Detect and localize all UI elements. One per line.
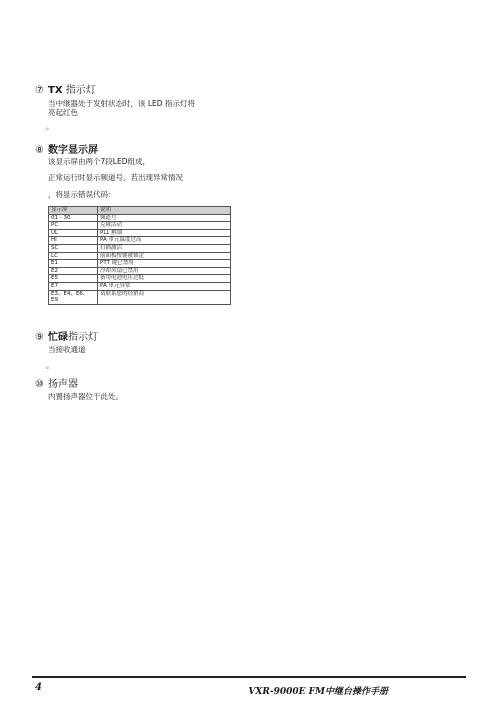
section-title-bold: 忙碌 [48,332,68,343]
section-number: ⑨ [35,332,44,343]
body-text-line: 该显示屏由两个7段LED组成， [48,157,150,166]
code-cell: E3、E4、E6、E9 [49,290,98,304]
table-row [49,260,231,268]
table-row [49,252,231,260]
table-row [49,237,231,245]
description-cell: 备用电池电压过低 [98,275,231,283]
body-text-line: 当中继器处于发射状态时，该 LED 指示灯将 [48,99,195,108]
description-cell: PTT 键已禁用 [98,260,231,268]
table-row [49,214,231,222]
code-cell: E5 [49,275,98,283]
section-title-bold: 数字显示屏 [48,145,98,156]
code-cell: PC [49,222,98,230]
body-text-line: ，将显示错误代码： [48,190,116,199]
code-cell: 01 - 30 [49,214,98,222]
table-row [49,229,231,237]
code-cell: HI [49,237,98,245]
description-cell: PLL 解锁 [98,229,231,237]
description-cell: 前面板按键被锁定 [98,252,231,260]
body-text-line: 。 [46,122,54,131]
column-header-description: 说明 [98,207,231,215]
footer-rule [32,676,466,678]
description-cell: 克隆活动 [98,222,231,230]
section-title: 扬声器 [48,379,78,390]
section-title: 指示灯 [68,332,98,343]
code-cell: E7 [49,282,98,290]
table-row [49,222,231,230]
description-cell: 扫描激活 [98,244,231,252]
table-row [49,290,231,304]
section-heading-busy-indicator [35,331,98,344]
page-number: 4 [35,682,42,693]
description-cell: 请联系您的经销商 [98,290,231,304]
body-text-line: 正常运行时显示频道号。若出现异常情况 [48,173,183,182]
description-cell: 冷却风扇已禁用 [98,267,231,275]
table-row [49,267,231,275]
section-title: 指示灯 [62,85,96,96]
table-header-row [49,207,231,215]
body-text-line: 亮起红色 [48,108,78,117]
code-cell: E2 [49,267,98,275]
section-number: ⑧ [35,145,44,156]
section-heading-speaker [35,378,78,391]
error-code-table [48,206,231,305]
body-text-line: 。 [46,361,54,370]
section-heading-digital-display [35,144,98,157]
table-row [49,282,231,290]
section-number: ⑩ [35,379,44,390]
body-text-line: 内置扬声器位于此处。 [48,392,123,401]
section-number: ⑦ [35,85,44,96]
manual-title: VXR-9000E FM中继台操作手册 [248,687,388,697]
description-cell: PA 单元异常 [98,282,231,290]
body-text-line: 当接收通道 [48,345,86,354]
description-cell: 频道号 [98,214,231,222]
description-cell: PA 单元温度过高 [98,237,231,245]
column-header-display: 显示屏 [49,207,98,215]
code-cell: SC [49,244,98,252]
code-cell: LC [49,252,98,260]
section-title-bold: TX [48,85,63,96]
table-row [49,275,231,283]
table-row [49,244,231,252]
code-cell: UL [49,229,98,237]
section-heading-tx-indicator [35,84,96,97]
code-cell: E1 [49,260,98,268]
